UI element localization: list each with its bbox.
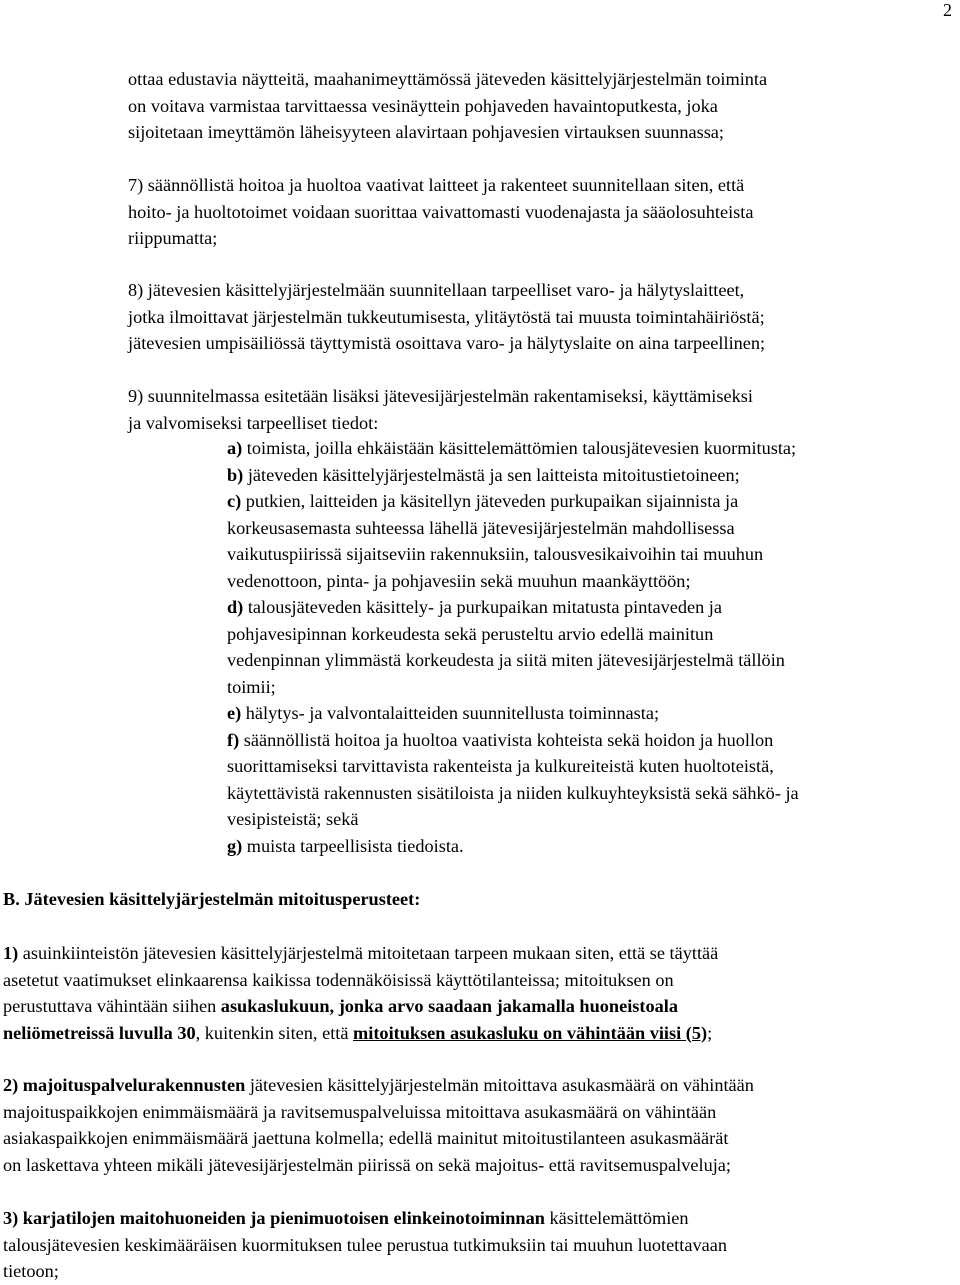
text-line: asetetut vaatimukset elinkaarensa kaikissa todennäköisissä käyttötilanteissa; mitoituksen on (3, 969, 674, 990)
item-text: ; (707, 1022, 713, 1043)
subitem-text: talousjäteveden käsittely- ja purkupaikan mitatusta pintaveden ja (243, 597, 722, 617)
item-8-paragraph (128, 277, 765, 357)
text-line (3, 993, 718, 1020)
text-line: ja valvomiseksi tarpeelliset tiedot: (128, 412, 379, 433)
subitem-label: g) (227, 835, 243, 856)
text-line: korkeusasemasta suhteessa lähellä jätevesijärjestelmän mahdollisessa (227, 517, 735, 538)
subitem-c (227, 488, 799, 515)
item-text: perustuttava vähintään siihen (3, 996, 221, 1016)
text-line: 8) jätevesien käsittelyjärjestelmään suunnitellaan tarpeelliset varo- ja hälytyslaitteet, (128, 280, 745, 300)
text-line: talousjätevesien keskimääräisen kuormituksen tulee perustua tutkimuksiin tai muuhun luotettavaan (3, 1234, 727, 1255)
text-line: on laskettava yhteen mikäli jätevesijärjestelmän piirissä on sekä majoitus- että ravitsemuspalveluja; (3, 1154, 731, 1175)
text-line: 9) suunnitelmassa esitetään lisäksi jätevesijärjestelmän rakentamiseksi, käyttämiseksi (128, 386, 753, 406)
text-line: vaikutuspiirissä sijaitseviin rakennuksiin, talousvesikaivoihin tai muuhun (227, 544, 764, 564)
subitem-d (227, 594, 799, 621)
text-line: vedenottoon, pinta- ja pohjavesiin sekä muuhun maankäyttöön; (227, 570, 691, 591)
text-line: pohjavesipinnan korkeudesta sekä perusteltu arvio edellä mainitun (227, 623, 714, 644)
section-b-item-1 (3, 940, 718, 1046)
text-line: 7) säännöllistä hoitoa ja huoltoa vaativat laitteet ja rakenteet suunnitellaan siten, että (128, 175, 745, 195)
item-label: 1) (3, 943, 19, 963)
subitem-text: muista tarpeellisista tiedoista. (242, 835, 464, 856)
subitem-e (227, 700, 799, 727)
item-9-subitems (227, 435, 799, 859)
text-line: hoito- ja huoltotoimet voidaan suorittaa vaivattomasti vuodenajasta ja sääolosuhteista (128, 201, 754, 222)
text-line: majoituspaikkojen enimmäismäärä ja ravitsemuspalveluissa mitoittava asukasmäärä on vähintään (3, 1101, 717, 1122)
subitem-text: putkien, laitteiden ja käsitellyn jäteveden purkupaikan sijainnista ja (241, 491, 739, 511)
text-line: käytettävistä rakennusten sisätiloista ja niiden kulkuyhteyksistä sekä sähkö- ja (227, 782, 799, 803)
text-line: ottaa edustavia näytteitä, maahanimeyttämössä jäteveden käsittelyjärjestelmän toiminta (128, 69, 768, 89)
text-line (3, 1020, 718, 1047)
text-line (3, 1205, 727, 1232)
text-line: jätevesien umpisäiliössä täyttymistä osoittava varo- ja hälytyslaite on aina tarpeellinen; (128, 333, 766, 353)
item-9-paragraph (128, 383, 753, 436)
item-text: , kuitenkin siten, että (195, 1022, 354, 1043)
text-line: vedenpinnan ylimmästä korkeudesta ja siitä miten jätevesijärjestelmä tällöin (227, 650, 785, 670)
text-line: suorittamiseksi tarvittavista rakenteista ja kulkureiteistä kuten huoltoteistä, (227, 756, 774, 776)
subitem-label: d) (227, 597, 244, 617)
subitem-f (227, 727, 799, 754)
item-7-paragraph (128, 172, 753, 252)
emphasis-text: neliömetreissä luvulla 30 (3, 1022, 196, 1043)
item-label: 2) majoituspalvelurakennusten (3, 1075, 246, 1095)
subitem-label: f) (227, 729, 240, 750)
section-b-item-2 (3, 1072, 754, 1178)
subitem-text: säännöllistä hoitoa ja huoltoa vaativista kohteista sekä hoidon ja huollon (239, 729, 774, 750)
item-text: asuinkiinteistön jätevesien käsittelyjärjestelmä mitoitetaan tarpeen mukaan siten, että se täyttää (18, 943, 719, 963)
item-text: käsittelemättömien (544, 1208, 689, 1228)
subitem-a (227, 435, 799, 462)
text-line: riippumatta; (128, 228, 218, 248)
text-line: asiakaspaikkojen enimmäismäärä jaettuna kolmella; edellä mainitut mitoitustilanteen asukasmäärät (3, 1128, 729, 1148)
section-b-item-3 (3, 1205, 727, 1285)
text-line: on voitava varmistaa tarvittaessa vesinäyttein pohjaveden havaintoputkesta, joka (128, 95, 718, 116)
subitem-label: c) (227, 491, 242, 511)
section-b-heading: B. Jätevesien käsittelyjärjestelmän mitoitusperusteet: (3, 889, 421, 909)
subitem-label: e) (227, 703, 242, 723)
text-line (3, 940, 718, 967)
subitem-text: toimista, joilla ehkäistään käsittelemättömien talousjätevesien kuormitusta; (242, 438, 797, 458)
item-text: jätevesien käsittelyjärjestelmän mitoittava asukasmäärä on vähintään (245, 1075, 754, 1095)
intro-paragraph (128, 66, 767, 146)
subitem-g (227, 833, 799, 860)
text-line: vesipisteistä; sekä (227, 809, 359, 829)
subitem-b (227, 462, 799, 489)
emphasis-text: asukaslukuun, jonka arvo saadaan jakamalla huoneistoala (220, 996, 678, 1016)
text-line (3, 1072, 754, 1099)
underlined-emphasis: mitoituksen asukasluku on vähintään viisi (5) (353, 1022, 708, 1043)
subitem-text: hälytys- ja valvontalaitteiden suunnitellusta toiminnasta; (241, 703, 660, 723)
subitem-text: jäteveden käsittelyjärjestelmästä ja sen laitteista mitoitustietoineen; (243, 464, 740, 485)
text-line: jotka ilmoittavat järjestelmän tukkeutumisesta, ylitäytöstä tai muusta toimintahäiriöstä; (128, 306, 765, 327)
text-line: tietoon; (3, 1261, 59, 1281)
item-label: 3) karjatilojen maitohuoneiden ja pienimuotoisen elinkeinotoiminnan (3, 1208, 545, 1228)
text-line: toimii; (227, 676, 276, 697)
page-number: 2 (943, 0, 952, 20)
subitem-label: b) (227, 464, 244, 485)
subitem-label: a) (227, 438, 243, 458)
text-line: sijoitetaan imeyttämön läheisyyteen alavirtaan pohjavesien virtauksen suunnassa; (128, 122, 724, 142)
